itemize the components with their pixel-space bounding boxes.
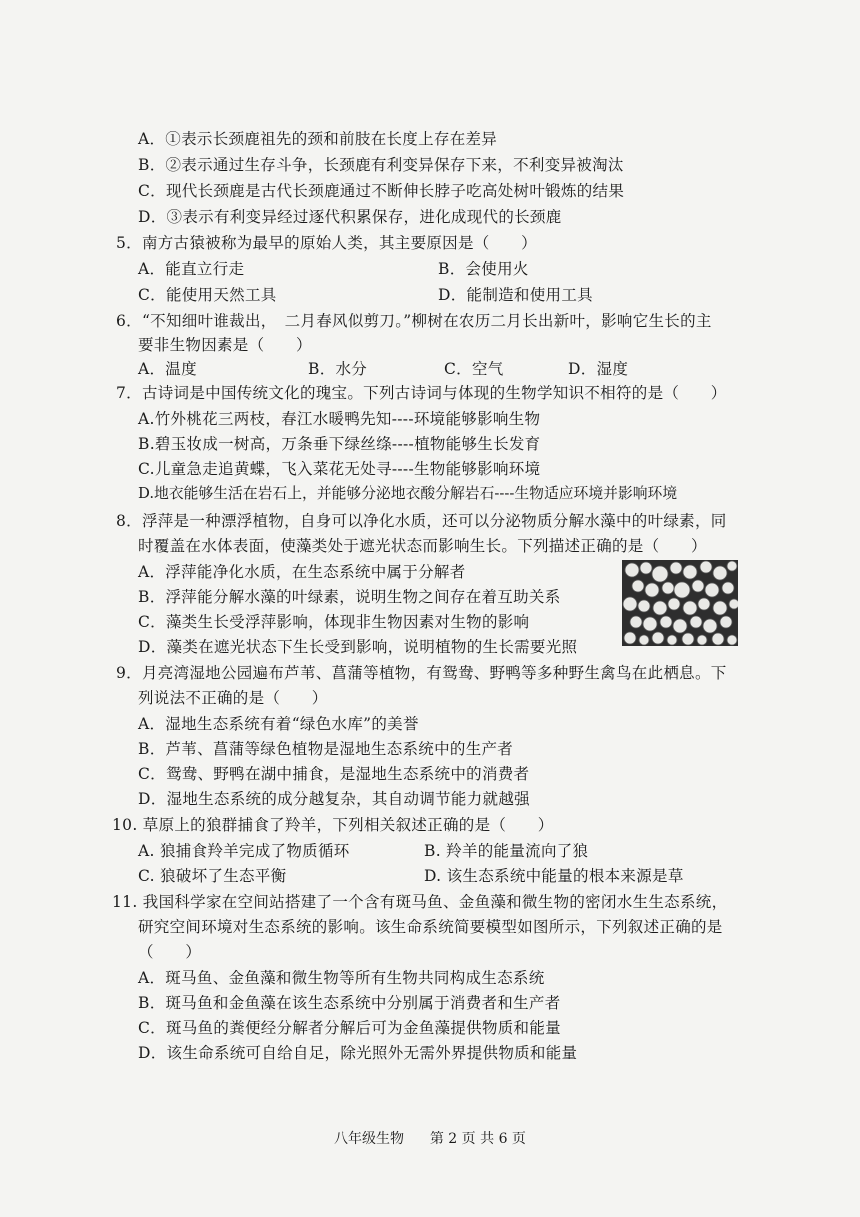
q9-stem-line-1: 9．月亮湾湿地公园遍布芦苇、菖蒲等植物，有鸳鸯、野鸭等多种野生禽鸟在此栖息。下 [116,664,727,682]
q11-stem-line-3: （ ） [138,943,202,961]
q6-option-c: C．空气 [444,360,504,378]
q7-option-d: D.地衣能够生活在岩石上，并能够分泌地衣酸分解岩石----生物适应环境并影响环境 [138,485,678,502]
q8-stem-line-2: 时覆盖在水体表面，使藻类处于遮光状态而影响生长。下列描述正确的是（ ） [138,537,707,555]
q9-option-b: B．芦苇、菖蒲等绿色植物是湿地生态系统中的生产者 [138,740,514,758]
q11-option-c: C．斑马鱼的粪便经分解者分解后可为金鱼藻提供物质和能量 [138,1019,561,1037]
q7-stem: 7．古诗词是中国传统文化的瑰宝。下列古诗词与体现的生物学知识不相符的是（ ） [116,384,727,402]
q10-option-a: A. 狼捕食羚羊完成了物质循环 [138,842,350,860]
q4-option-b: B．②表示通过生存斗争，长颈鹿有利变异保存下来，不利变异被淘汰 [138,156,624,174]
q11-option-a: A．斑马鱼、金鱼藻和微生物等所有生物共同构成生态系统 [138,969,545,987]
page-footer [0,1128,860,1148]
q7-option-a: A.竹外桃花三两枝，春江水暖鸭先知----环境能够影响生物 [138,410,541,428]
q8-option-d: D．藻类在遮光状态下生长受到影响，说明植物的生长需要光照 [138,638,578,656]
q6-option-d: D．湿度 [568,360,629,378]
duckweed-photo [622,560,738,646]
q11-stem-line-1: 11. 我国科学家在空间站搭建了一个含有斑马鱼、金鱼藻和微生物的密闭水生生态系统， [112,893,728,911]
q8-option-a: A．浮萍能净化水质，在生态系统中属于分解者 [138,563,466,581]
q7-option-b: B.碧玉妆成一树高，万条垂下绿丝绦----植物能够生长发育 [138,435,541,453]
q11-stem-line-2: 研究空间环境对生态系统的影响。该生命系统简要模型如图所示，下列叙述正确的是 [138,918,723,936]
q10-option-d: D. 该生态系统中能量的根本来源是草 [424,867,684,885]
q5-option-d: D．能制造和使用工具 [438,286,593,304]
q5-stem: 5．南方古猿被称为最早的原始人类，其主要原因是（ ） [116,234,537,252]
q4-option-d: D．③表示有利变异经过逐代积累保存，进化成现代的长颈鹿 [138,208,562,226]
q9-option-c: C．鸳鸯、野鸭在湖中捕食，是湿地生态系统中的消费者 [138,765,530,783]
q4-option-a: A．①表示长颈鹿祖先的颈和前肢在长度上存在差异 [138,130,498,148]
q11-option-d: D．该生命系统可自给自足，除光照外无需外界提供物质和能量 [138,1044,578,1062]
q11-option-b: B．斑马鱼和金鱼藻在该生态系统中分别属于消费者和生产者 [138,994,561,1012]
q8-option-c: C．藻类生长受浮萍影响，体现非生物因素对生物的影响 [138,613,530,631]
q9-option-d: D．湿地生态系统的成分越复杂，其自动调节能力就越强 [138,790,530,808]
q8-stem-line-1: 8．浮萍是一种漂浮植物，自身可以净化水质，还可以分泌物质分解水藻中的叶绿素，同 [116,512,727,530]
footer-page-number: 第 2 页 共 6 页 [429,1131,526,1147]
q6-option-b: B．水分 [308,360,368,378]
q8-option-b: B．浮萍能分解水藻的叶绿素，说明生物之间存在着互助关系 [138,588,561,606]
q4-option-c: C．现代长颈鹿是古代长颈鹿通过不断伸长脖子吃高处树叶锻炼的结果 [138,182,625,200]
q5-option-b: B．会使用火 [438,260,529,278]
q5-option-c: C．能使用天然工具 [138,286,277,304]
q9-option-a: A．湿地生态系统有着“绿色水库”的美誉 [138,715,419,733]
q6-stem-line-1: 6．“不知细叶谁裁出， 二月春风似剪刀。”柳树在农历二月长出新叶，影响它生长的主 [116,312,712,330]
q6-stem-line-2: 要非生物因素是（ ） [138,336,312,354]
q5-option-a: A．能直立行走 [138,260,245,278]
q6-option-a: A．温度 [138,360,197,378]
q7-option-c: C.儿童急走追黄蝶，飞入菜花无处寻----生物能够影响环境 [138,460,541,478]
q10-stem: 10. 草原上的狼群捕食了羚羊，下列相关叙述正确的是（ ） [112,816,554,834]
q10-option-b: B. 羚羊的能量流向了狼 [424,842,589,860]
q10-option-c: C. 狼破坏了生态平衡 [138,867,287,885]
q9-stem-line-2: 列说法不正确的是（ ） [138,689,328,707]
footer-subject: 八年级生物 [334,1131,405,1147]
